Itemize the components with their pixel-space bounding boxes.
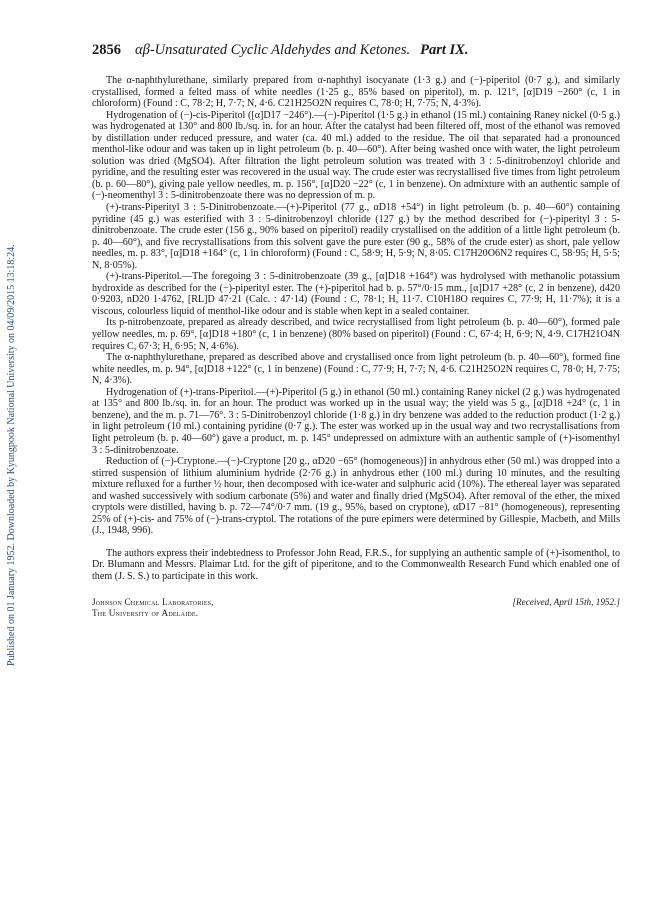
paragraph-p-nitrobenzoate: Its p-nitrobenzoate, prepared as already described, and twice recrystallised from light petroleum (b. p. 40—60°), formed pale yellow needles, m. p. 69°, [α]D18 +180° (c, 1 in benzene) (80% based on piperitol) (Found : C, 67·4; H, 6·9; N, 4·9. C17H21O4N requires C, 67·3; H, 6·95; N, 4·6%).: [92, 317, 620, 352]
paragraph-naphthylurethane-cis: The α-naphthylurethane, similarly prepared from α-naphthyl isocyanate (1·3 g.) and (−)-piperitol (0·7 g.), and similarly crystallised, formed a felted mass of white needles (1·25 g., 85% based on piperitol), m. p. 121°, [α]D19 −260° (c, 1 in chloroform) (Found : C, 78·2; H, 7·7; N, 4·6. C21H25O2N requires C, 78·0; H, 7·75; N, 4·3%).: [92, 75, 620, 110]
affiliation-line-1: Johnson Chemical Laboratories,: [92, 596, 214, 607]
received-date: [Received, April 15th, 1952.]: [512, 596, 620, 607]
publication-side-note: Published on 01 January 1952. Downloaded by Kyungpook National University on 04/09/2015 13:18:24.: [6, 244, 17, 666]
paragraph-trans-piperitol: (+)-trans-Piperitol.—The foregoing 3 : 5-dinitrobenzoate (39 g., [α]D18 +164°) was hydrolysed with methanolic potassium hydroxide as described for the (−)-piperityl ester. The (+)-piperitol had b. p. 57°/0·15 mm., [α]D17 +28° (c, 2 in benzene), d420 0·9203, nD20 1·4762, [RL]D 47·21 (Calc. : 47·14) (Found : C, 78·1; H, 11·7. C10H18O requires C, 77·9; H, 11·7%); it is a viscous, colourless liquid of menthol-like odour and is stable when kept in a sealed container.: [92, 271, 620, 317]
affiliation-line-2: The University of Adelaide.: [92, 608, 199, 619]
affiliation: [92, 597, 214, 620]
running-title-part: Part IX.: [420, 42, 469, 58]
paragraph-hydrogenation-trans-piperitol: Hydrogenation of (+)-trans-Piperitol.—(+)-Piperitol (5 g.) in ethanol (50 ml.) containing Raney nickel (2 g.) was hydrogenated at 135° and 800 lb./sq. in. for an hour. The product was worked up in the usual way; the yield was 5 g., [α]D18 +24° (c, 1 in benzene), and the m. p. 71—76°. 3 : 5-Dinitrobenzoyl chloride (1·8 g.) in dry benzene was added to the reduction product (1·2 g.) in light petroleum (10 ml.) containing pyridine (0·7 g.). The ester was worked up in the usual way and two recrystallisations from light petroleum (b. p. 40—60°) gave a product, m. p. 145° undepressed on admixture with an authentic sample of (+)-isomenthyl 3 : 5-dinitrobenzoate.: [92, 386, 620, 456]
page-header: [92, 42, 620, 59]
paragraph-hydrogenation-cis-piperitol: Hydrogenation of (−)-cis-Piperitol ([α]D17 −246°).—(−)-Piperitol (1·5 g.) in ethanol (15 ml.) containing Raney nickel (0·5 g.) was hydrogenated at 130° and 800 lb./sq. in. for an hour. After the catalyst had been filtered off, most of the ethanol was removed by distillation under reduced pressure, and water (ca. 40 ml.) added to the residue. The oil that separated had a pronounced menthol-like odour and was taken up in light petroleum (b. p. 40—60°). After being washed once with water, the light petroleum solution was dried (MgSO4). After filtration the light petroleum solution was treated with 3 : 5-dinitrobenzoyl chloride and pyridine, and the resulting ester was recovered in the usual way. The crude ester was recrystallised five times from light petroleum (b. p. 60—80°), giving pale yellow needles, m. p. 156°, [α]D20 −22° (c, 1 in benzene). On admixture with an authentic sample of (−)-neomenthyl 3 : 5-dinitrobenzoate there was no depression of m. p.: [92, 109, 620, 202]
paragraph-trans-piperityl-dinitrobenzoate: (+)-trans-Piperityl 3 : 5-Dinitrobenzoate.—(+)-Piperitol (77 g., αD18 +54°) in light petroleum (b. p. 40—60°) containing pyridine (45 g.) was esterified with 3 : 5-dinitrobenzoyl chloride (127 g.) by the method described for (−)-piperityl 3 : 5-dinitrobenzoate. The crude ester (156 g., 90% based on piperitol) readily crystallised on the addition of a little light petroleum (b. p. 40—60°), and five recrystallisations from this solvent gave the pure ester (90 g., 58% of the crude ester) as short, pale yellow needles, m. p. 83°, [α]D18 +164° (c, 1 in chloroform) (Found : C, 58·9; H, 5·9; N, 8·05. C17H20O6N2 requires C, 58·95; H, 5·5; N, 8·05%).: [92, 202, 620, 271]
article-page: [92, 42, 620, 620]
page-number: 2856: [92, 42, 121, 58]
article-footer: [92, 597, 620, 620]
paragraph-acknowledgements: The authors express their indebtedness to Professor John Read, F.R.S., for supplying an authentic sample of (+)-isomenthol, to Dr. Blumann and Messrs. Plaimar Ltd. for the gift of piperitone, and to the Commonwealth Research Fund which enabled one of them (J. S. S.) to participate in this work.: [92, 547, 620, 582]
paragraph-naphthylurethane-trans: The α-naphthylurethane, prepared as described above and crystallised once from light petroleum (b. p. 40—60°), formed fine white needles, m. p. 94°, [α]D18 +122° (c, 1 in benzene) (Found : C, 77·9; H, 7·7; N, 4·6. C21H25O2N requires C, 78·0; H, 7·75; N, 4·3%).: [92, 352, 620, 387]
paragraph-reduction-cryptone: Reduction of (−)-Cryptone.—(−)-Cryptone [20 g., αD20 −65° (homogeneous)] in anhydrous ether (50 ml.) was dropped into a stirred suspension of lithium aluminium hydride (2·76 g.) in anhydrous ether (100 ml.) during 10 minutes, and the resulting mixture refluxed for a further ½ hour, then decomposed with ice-water and sulphuric acid (10%). The ethereal layer was separated and washed successively with sodium carbonate (5%) and water and finally dried (MgSO4). After removal of the ether, the mixed cryptols were distilled, having b. p. 72—74°/0·7 mm. (19 g., 95%, based on cryptone), αD17 −81° (homogeneous), representing 25% of (+)-cis- and 75% of (−)-trans-cryptol. The rotations of the pure epimers were determined by Gillespie, Macbeth, and Mills (J., 1948, 996).: [92, 456, 620, 537]
section-spacer: [92, 537, 620, 548]
running-title: αβ-Unsaturated Cyclic Aldehydes and Ketones.: [135, 42, 411, 58]
